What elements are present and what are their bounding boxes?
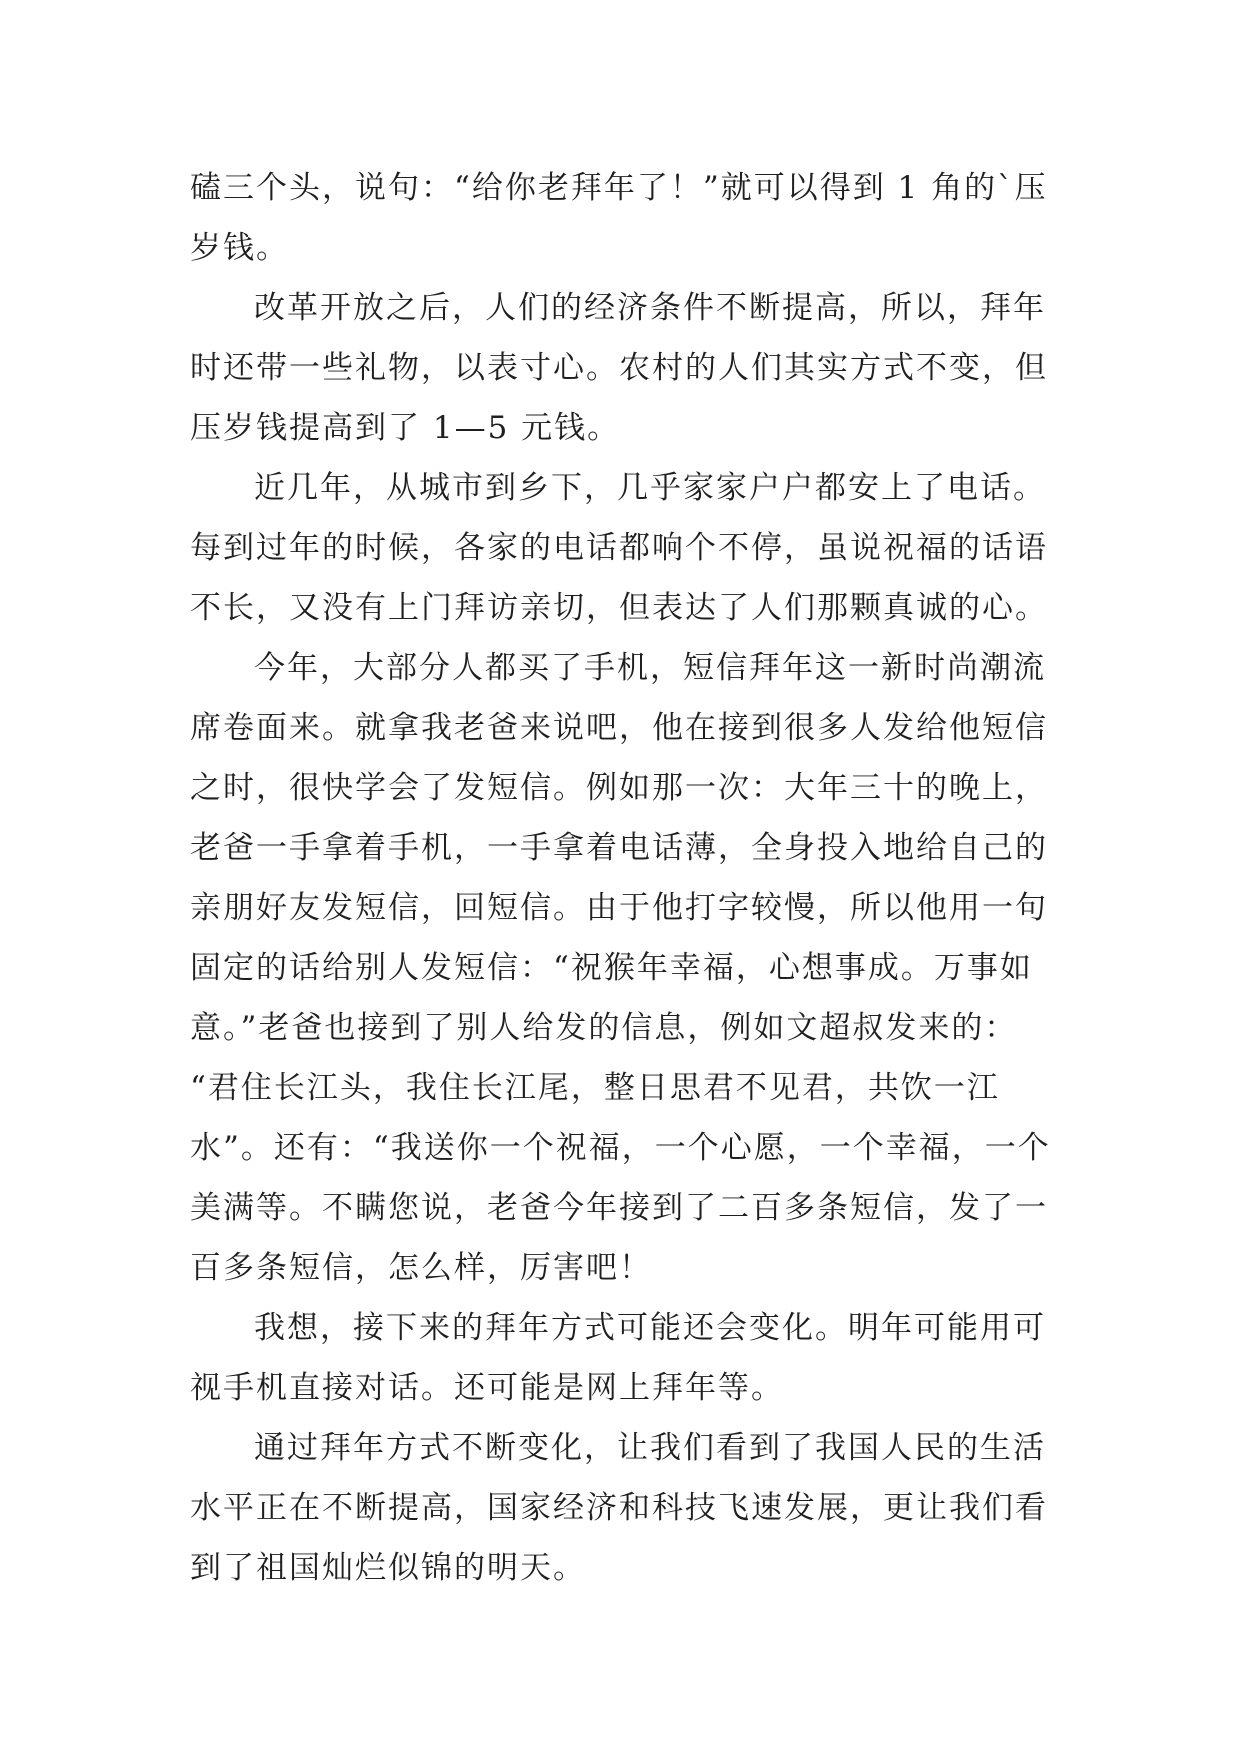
text-line: 近几年，从城市到乡下，几乎家家户户都安上了电话。 (254, 470, 1046, 506)
paragraph (190, 1418, 1060, 1598)
text-line: 岁钱。 (190, 230, 289, 266)
text-line: 水”。还有：“我送你一个祝福，一个心愿，一个幸福，一个 (190, 1130, 1051, 1166)
document-page (190, 158, 1060, 1598)
text-line: 水平正在不断提高，国家经济和科技飞速发展，更让我们看 (190, 1490, 1048, 1526)
text-line: 意。”老爸也接到了别人给发的信息，例如文超叔发来的： (190, 1010, 1018, 1046)
text-line: 通过拜年方式不断变化，让我们看到了我国人民的生活 (254, 1430, 1046, 1466)
text-line: “君住长江头，我住长江尾，整日思君不见君，共饮一江 (190, 1070, 1000, 1106)
text-line: 到了祖国灿烂似锦的明天。 (190, 1550, 586, 1586)
text-line: 不长，又没有上门拜访亲切，但表达了人们那颗真诚的心。 (190, 590, 1048, 626)
text-line: 改革开放之后，人们的经济条件不断提高，所以，拜年 (254, 290, 1046, 326)
paragraph (190, 158, 1060, 278)
text-line: 每到过年的时候，各家的电话都响个不停，虽说祝福的话语 (190, 530, 1048, 566)
paragraph (190, 278, 1060, 458)
text-line: 磕三个头，说句：“给你老拜年了！”就可以得到 1 角的`压 (190, 170, 1048, 206)
text-line: 百多条短信，怎么样，厉害吧！ (190, 1250, 652, 1286)
text-line: 视手机直接对话。还可能是网上拜年等。 (190, 1370, 784, 1406)
text-line: 时还带一些礼物，以表寸心。农村的人们其实方式不变，但 (190, 350, 1048, 386)
text-line: 我想，接下来的拜年方式可能还会变化。明年可能用可 (254, 1310, 1046, 1346)
text-line: 美满等。不瞒您说，老爸今年接到了二百多条短信，发了一 (190, 1190, 1048, 1226)
paragraph (190, 638, 1060, 1298)
text-line: 固定的话给别人发短信：“祝猴年幸福，心想事成。万事如 (190, 950, 1033, 986)
text-line: 压岁钱提高到了 1—5 元钱。 (190, 410, 621, 446)
paragraph (190, 458, 1060, 638)
text-line: 亲朋好友发短信，回短信。由于他打字较慢，所以他用一句 (190, 890, 1048, 926)
paragraph (190, 1298, 1060, 1418)
text-line: 之时，很快学会了发短信。例如那一次：大年三十的晚上， (190, 770, 1048, 806)
text-line: 今年，大部分人都买了手机，短信拜年这一新时尚潮流 (254, 650, 1046, 686)
text-line: 老爸一手拿着手机，一手拿着电话薄，全身投入地给自己的 (190, 830, 1048, 866)
text-line: 席卷面来。就拿我老爸来说吧，他在接到很多人发给他短信 (190, 710, 1048, 746)
